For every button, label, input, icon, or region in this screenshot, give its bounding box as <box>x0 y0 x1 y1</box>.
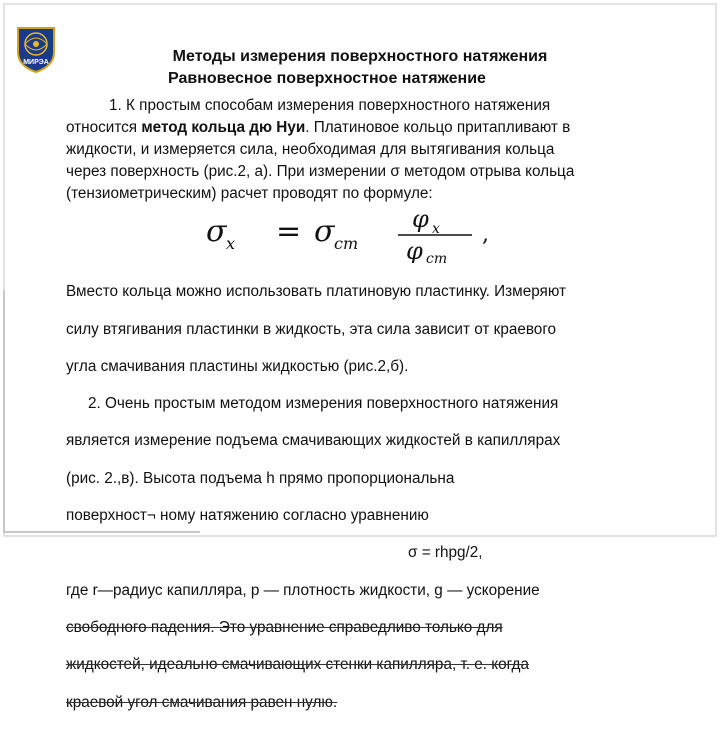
text-line: через поверхность (рис.2, а). При измерении σ методом отрыва кольца <box>66 163 575 180</box>
equation-line: σ = rhpg/2, <box>408 544 483 562</box>
formula <box>200 205 510 263</box>
text-line: жидкости, и измеряется сила, необходимая для вытягивания кольца <box>66 141 555 158</box>
text-line: краевой угол смачивания равен нулю. <box>66 693 338 711</box>
text-line: относится метод кольца дю Нуи. Платиновое кольцо притапливают в <box>66 119 571 136</box>
paragraph-1 <box>66 95 676 205</box>
text-line: 2. Очень простым методом измерения поверхностного натяжения <box>88 395 559 413</box>
text-line: 1. К простым способам измерения поверхностного натяжения <box>109 97 551 114</box>
text-line: свободного падения. Это уравнение справедливо только для <box>66 618 503 636</box>
svg-text:σ: σ <box>314 214 335 249</box>
svg-text:=: = <box>276 214 302 249</box>
text-line: где r—радиус капилляра, р — плотность жидкости, g — ускорение <box>66 581 540 599</box>
text-line: поверхност¬ ному натяжению согласно уравнению <box>66 507 429 525</box>
svg-text:σ: σ <box>206 214 227 249</box>
svg-text:cm: cm <box>334 234 359 253</box>
svg-text:x: x <box>226 234 236 253</box>
svg-text:cm: cm <box>426 251 448 263</box>
svg-text:φ: φ <box>412 205 429 233</box>
text-line: жидкостей, идеально смачивающих стенки капилляра, т. е. когда <box>66 656 529 674</box>
svg-text:x: x <box>432 221 440 237</box>
emphasis-text: метод кольца дю Нуи <box>141 119 306 136</box>
text-line: (тензиометрическим) расчет проводят по формуле: <box>66 185 433 202</box>
slide-title: Методы измерения поверхностного натяжения <box>172 48 548 65</box>
svg-text:МИРЭА: МИРЭА <box>23 59 49 66</box>
paragraph-2 <box>66 266 676 729</box>
text-line: является измерение подъема смачивающих жидкостей в капиллярах <box>66 432 561 450</box>
text-line: силу втягивания пластинки в жидкость, эта сила зависит от краевого <box>66 320 557 338</box>
text-line: Вместо кольца можно использовать платиновую пластинку. Измеряют <box>66 283 566 301</box>
svg-text:φ: φ <box>406 237 423 263</box>
slide-subtitle: Равновесное поверхностное натяжение <box>168 70 486 87</box>
text-line: угла смачивания пластины жидкостью (рис.2,б). <box>66 357 409 375</box>
text-line: (рис. 2.,в). Высота подъема h прямо пропорциональна <box>66 469 455 487</box>
svg-text:,: , <box>482 222 489 247</box>
